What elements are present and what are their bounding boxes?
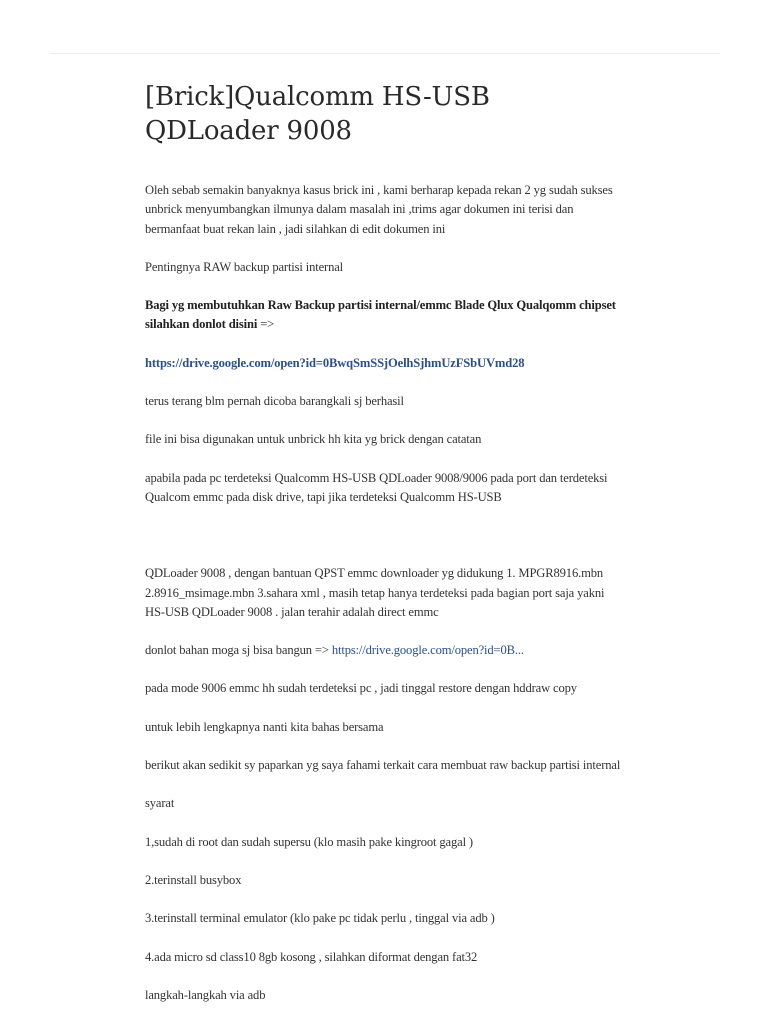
drive-link-2[interactable]: https://drive.google.com/open?id=0B... — [331, 643, 524, 658]
download-materials-text: donlot bahan moga sj bisa bangun => — [145, 643, 332, 658]
download-note-bold: Bagi yg membutuhkan Raw Backup partisi internal/emmc Blade Qlux Qualqomm chipset silahkan donlot disini — [145, 298, 616, 332]
requirements-heading: syarat — [145, 796, 175, 811]
requirement-4: 4.ada micro sd class10 8gb kosong , silahkan diformat dengan fat32 — [145, 949, 478, 964]
detection-note: apabila pada pc terdeteksi Qualcomm HS-USB QDLoader 9008/9006 pada port dan terdeteksi Qualcom emmc pada disk drive, tapi jika terdeteksi Qualcomm HS-USB — [145, 470, 608, 504]
untested-note: terus terang blm pernah dicoba barangkali sj berhasil — [145, 394, 404, 409]
top-divider — [50, 53, 720, 54]
document-article — [145, 80, 625, 1024]
blank-spacer — [145, 526, 625, 564]
raw-backup-heading: Pentingnya RAW backup partisi internal — [145, 259, 344, 274]
document-title: [Brick]Qualcomm HS-USB QDLoader 9008 — [145, 82, 490, 146]
download-materials — [145, 641, 625, 660]
drive-link-1[interactable]: https://drive.google.com/open?id=0BwqSmSSjOelhSjhmUzFSbUVmd28 — [145, 355, 525, 370]
unbrick-note: file ini bisa digunakan untuk unbrick hh kita yg brick dengan catatan — [145, 432, 482, 447]
drive-link-paragraph — [145, 354, 625, 373]
requirement-3: 3.terinstall terminal emulator (klo pake pc tidak perlu , tinggal via adb ) — [145, 911, 495, 926]
discussion-note: untuk lebih lengkapnya nanti kita bahas bersama — [145, 719, 384, 734]
intro-paragraph: Oleh sebab semakin banyaknya kasus brick ini , kami berharap kepada rekan 2 yg sudah sukses unbrick menyumbangkan ilmunya dalam masalah ini ,trims agar dokumen ini terisi dan bermanfaat buat rekan lain , jadi silahkan di edit dokumen ini — [145, 183, 613, 236]
download-note — [145, 296, 625, 335]
explanation-intro: berikut akan sedikit sy paparkan yg saya fahami terkait cara membuat raw backup partisi internal — [145, 758, 621, 773]
restore-note: pada mode 9006 emmc hh sudah terdeteksi pc , jadi tinggal restore dengan hddraw copy — [145, 681, 577, 696]
requirement-2: 2.terinstall busybox — [145, 872, 242, 887]
requirement-1: 1,sudah di root dan sudah supersu (klo masih pake kingroot gagal ) — [145, 834, 473, 849]
download-note-arrow: => — [257, 317, 275, 332]
qpst-note: QDLoader 9008 , dengan bantuan QPST emmc downloader yg didukung 1. MPGR8916.mbn 2.8916_msimage.mbn 3.sahara xml , masih tetap hanya terdeteksi pada bagian port saja yakni HS-USB QDLoader 9008 . jalan terahir adalah direct emmc — [145, 566, 605, 619]
adb-steps-heading: langkah-langkah via adb — [145, 987, 266, 1002]
